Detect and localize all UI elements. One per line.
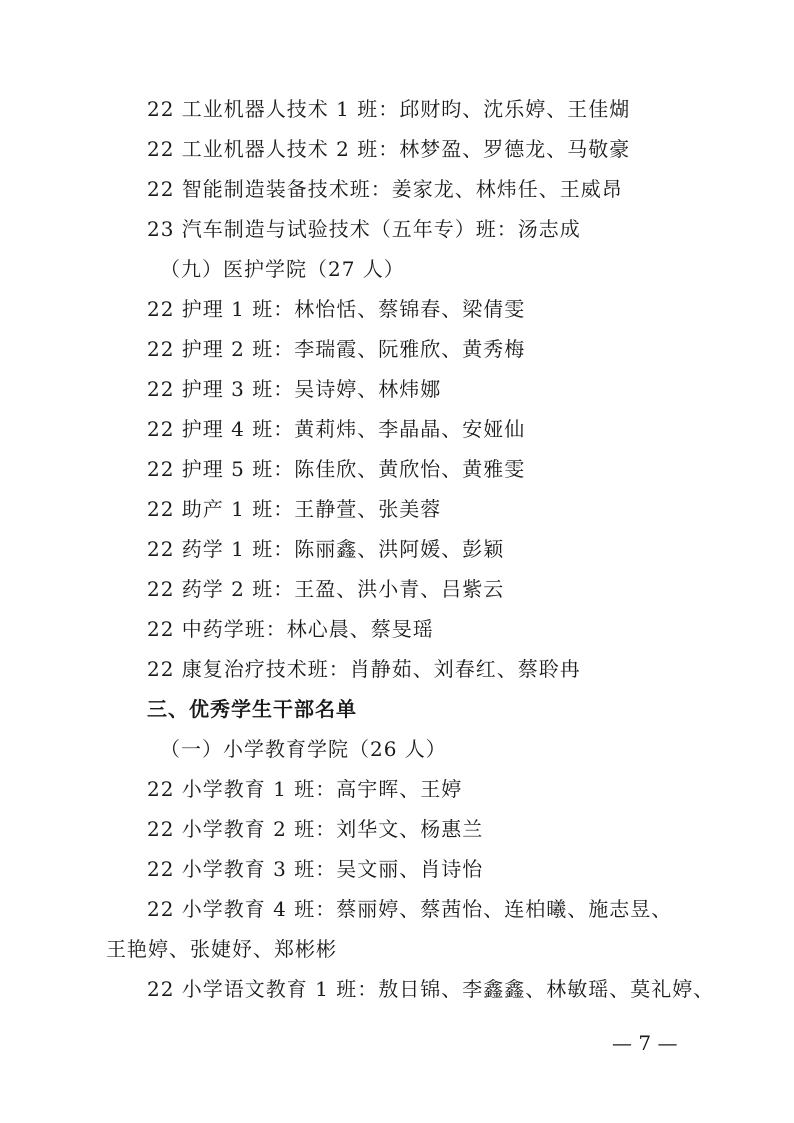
- award-line-primary-chinese-education-1: 22 小学语文教育 1 班：敖日锦、李鑫鑫、林敏瑶、莫礼婷、: [147, 977, 715, 1001]
- award-line-primary-education-2: 22 小学教育 2 班：刘华文、杨惠兰: [147, 817, 484, 841]
- award-line-nursing-2: 22 护理 2 班：李瑞霞、阮雅欣、黄秀梅: [147, 337, 526, 361]
- award-line-automotive: 23 汽车制造与试验技术（五年专）班：汤志成: [147, 217, 581, 241]
- section-heading-primary-education-college: （一）小学教育学院（26 人）: [160, 737, 447, 761]
- award-line-primary-education-1: 22 小学教育 1 班：高宇晖、王婷: [147, 777, 463, 801]
- award-line-nursing-4: 22 护理 4 班：黄莉炜、李晶晶、安娅仙: [147, 417, 526, 441]
- page-number: — 7 —: [612, 1031, 678, 1055]
- award-line-primary-education-3: 22 小学教育 3 班：吴文丽、肖诗怡: [147, 857, 484, 881]
- award-line-midwifery-1: 22 助产 1 班：王静萱、张美蓉: [147, 497, 442, 521]
- award-line-primary-education-4: 22 小学教育 4 班：蔡丽婷、蔡茜怡、连柏曦、施志昱、: [147, 897, 673, 921]
- award-line-nursing-1: 22 护理 1 班：林怡恬、蔡锦春、梁倩雯: [147, 297, 526, 321]
- award-line-robotics-1: 22 工业机器人技术 1 班：邱财昀、沈乐婷、王佳煳: [147, 97, 631, 121]
- section-heading-nursing-college: （九）医护学院（27 人）: [160, 257, 405, 281]
- award-line-nursing-5: 22 护理 5 班：陈佳欣、黄欣怡、黄雅雯: [147, 457, 526, 481]
- award-line-nursing-3: 22 护理 3 班：吴诗婷、林炜娜: [147, 377, 442, 401]
- award-line-pharmacy-2: 22 药学 2 班：王盈、洪小青、吕紫云: [147, 577, 505, 601]
- section-heading-student-cadres: 三、优秀学生干部名单: [147, 697, 357, 721]
- award-line-robotics-2: 22 工业机器人技术 2 班：林梦盈、罗德龙、马敬豪: [147, 137, 631, 161]
- award-line-primary-education-4-continued: 王艳婷、张婕妤、郑彬彬: [106, 937, 337, 961]
- award-line-pharmacy-1: 22 药学 1 班：陈丽鑫、洪阿媛、彭颖: [147, 537, 505, 561]
- award-line-rehabilitation: 22 康复治疗技术班：肖静茹、刘春红、蔡聆冉: [147, 657, 581, 681]
- award-line-smart-manufacturing: 22 智能制造装备技术班：姜家龙、林炜任、王威昂: [147, 177, 623, 201]
- award-line-chinese-pharmacy: 22 中药学班：林心晨、蔡旻瑶: [147, 617, 434, 641]
